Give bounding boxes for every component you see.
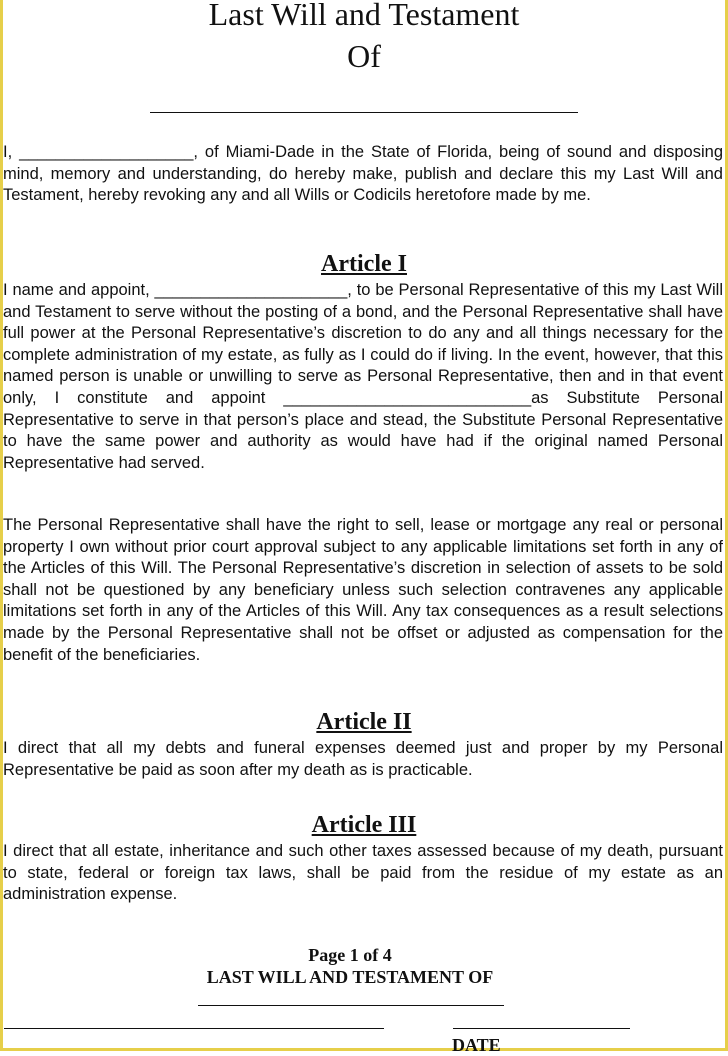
intro-paragraph: I, ___________________, of Miami-Dade in the State of Florida, being of sound and disposing mind, memory and understanding, do hereby make, publish and declare this my Last Will and Testament, hereby revoking any and all Wills or Codicils heretofore made by me. xyxy=(3,143,723,205)
document-title: Last Will and Testament xyxy=(208,0,520,32)
date-label: DATE xyxy=(452,1035,501,1055)
article-3-paragraph: I direct that all estate, inheritance and such other taxes assessed because of my death, pursuant to state, federal or foreign tax laws, shall be paid from the residue of my estate as an administration expense. xyxy=(3,842,723,904)
article-1-paragraph-2: The Personal Representative shall have the right to sell, lease or mortgage any real or personal property I own without prior court approval subject to any applicable limitations set forth in any of the Articles of this Will. The Personal Representative’s discretion in selection of assets to be sold shall not be questioned by any beneficiary unless such selection contravenes any applicable limitations set forth in any of the Articles of this Will. Any tax consequences as a result selections made by the Personal Representative shall not be offset or adjusted as compensation for the benefit of the beneficiaries. xyxy=(3,516,723,664)
article-1-heading: Article I xyxy=(321,251,407,277)
document-title-of: Of xyxy=(347,38,381,74)
date-line xyxy=(453,1028,630,1029)
testator-name-line xyxy=(150,112,578,113)
signature-line xyxy=(4,1028,384,1029)
article-2-heading: Article II xyxy=(316,709,412,735)
footer-name-line xyxy=(198,1005,504,1006)
article-2-paragraph: I direct that all my debts and funeral expenses deemed just and proper by my Personal Representative be paid as soon after my death as is practicable. xyxy=(3,739,723,779)
article-1-paragraph-1: I name and appoint, _____________________, to be Personal Representative of this my Last Will and Testament to serve without the posting of a bond, and the Personal Representative shall have full power at the Personal Representative’s discretion to do any and all things necessary for the complete administration of my estate, as fully as I could do if living. In the event, however, that this named person is unable or unwilling to serve as Personal Representative, then and in that event only, I constitute and appoint ___________________________as Substitute Personal Representative to serve in that person’s place and stead, the Substitute Personal Representative to have the same power and authority as would have had if the original named Personal Representative had served. xyxy=(3,281,723,472)
page-number: Page 1 of 4 xyxy=(308,945,392,965)
footer-document-label: LAST WILL AND TESTAMENT OF xyxy=(206,967,494,987)
article-3-heading: Article III xyxy=(311,812,417,838)
